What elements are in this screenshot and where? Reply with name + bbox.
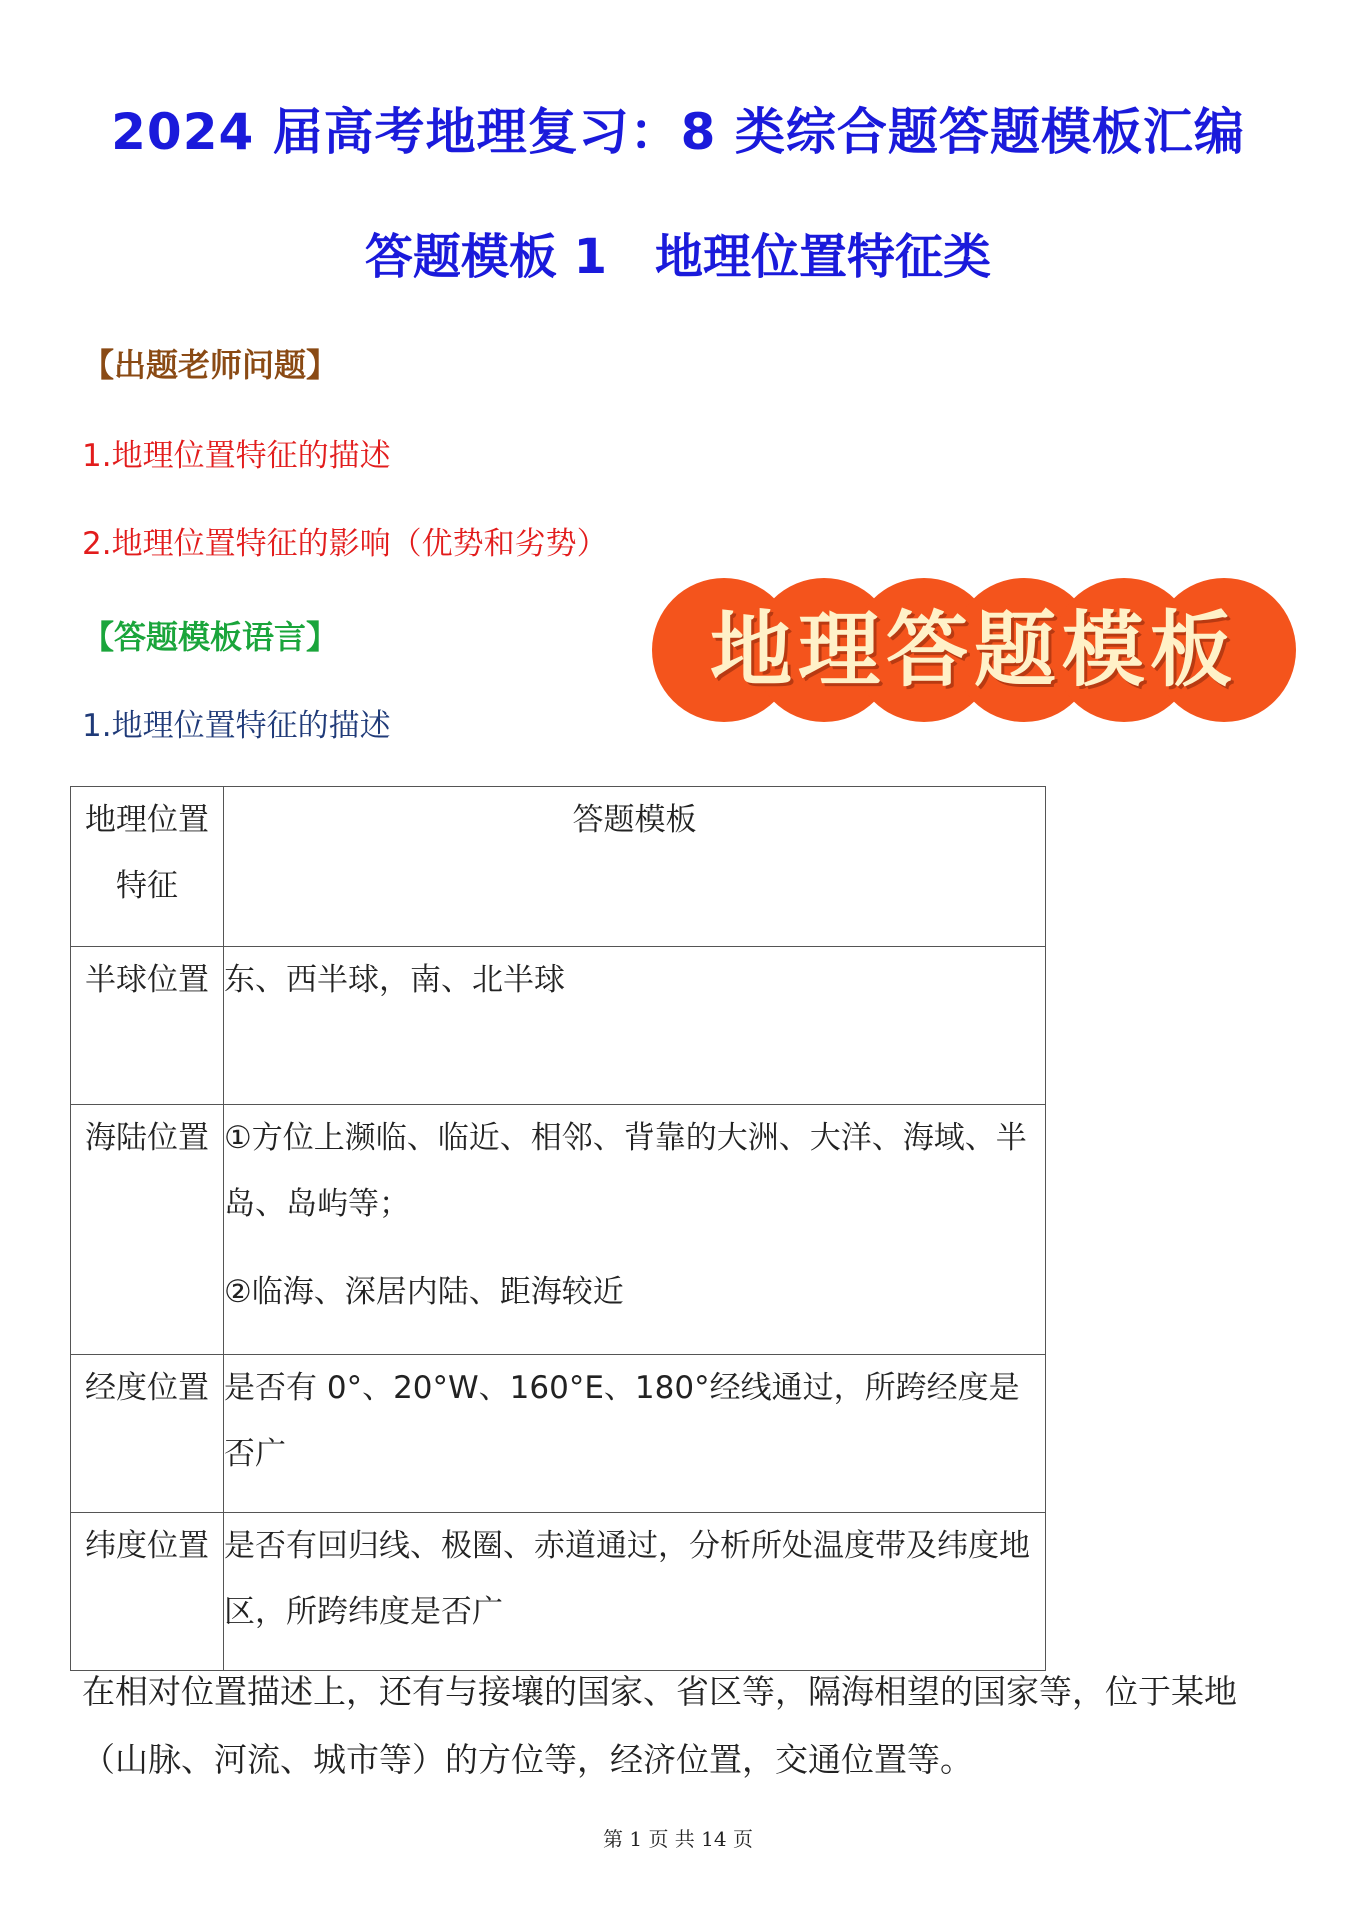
badge [652,578,1296,722]
row-content [224,947,1046,1105]
row-paragraph: 是否有 0°、20°W、160°E、180°经线通过，所跨经度是否广 [224,1370,1020,1472]
row-paragraph: 是否有回归线、极圈、赤道通过，分析所处温度带及纬度地区，所跨纬度是否广 [224,1528,1030,1630]
row-label: 海陆位置 [71,1105,224,1355]
row-content [224,1105,1046,1355]
sub-title-template-no: 答题模板 1 [364,229,608,285]
template-table [70,786,1046,1671]
table-row [71,1355,1046,1513]
header-cell-feature: 地理位置特征 [71,787,224,947]
template-item-1: 1.地理位置特征的描述 [82,708,391,744]
row-label: 半球位置 [71,947,224,1105]
question-item-1: 1.地理位置特征的描述 [82,438,391,474]
table-row [71,1513,1046,1671]
header-cell-template: 答题模板 [224,787,1046,947]
row-label: 纬度位置 [71,1513,224,1671]
page-number: 第 1 页 共 14 页 [603,1827,753,1851]
table-row [71,947,1046,1105]
row-paragraph: ①方位上濒临、临近、相邻、背靠的大洲、大洋、海域、半岛、岛屿等； [224,1120,1027,1222]
sub-title [0,218,1356,287]
main-title: 2024 届高考地理复习：8 类综合题答题模板汇编 [111,103,1245,161]
section-questions-label: 【出题老师问题】 [82,346,339,384]
row-paragraph: ②临海、深居内陆、距海较近 [224,1274,624,1310]
table-header-row [71,787,1046,947]
table-row [71,1105,1046,1355]
row-paragraph: 东、西半球，南、北半球 [224,962,565,998]
badge-text: 地理答题模板 [709,602,1238,698]
footer-paragraph: 在相对位置描述上，还有与接壤的国家、省区等，隔海相望的国家等，位于某地（山脉、河流、城市等）的方位等，经济位置，交通位置等。 [82,1672,1237,1779]
sub-title-topic: 地理位置特征类 [655,229,992,285]
question-item-2: 2.地理位置特征的影响（优势和劣势） [82,526,608,562]
row-content [224,1355,1046,1513]
row-label: 经度位置 [71,1355,224,1513]
row-content [224,1513,1046,1671]
section-template-label: 【答题模板语言】 [82,618,339,656]
